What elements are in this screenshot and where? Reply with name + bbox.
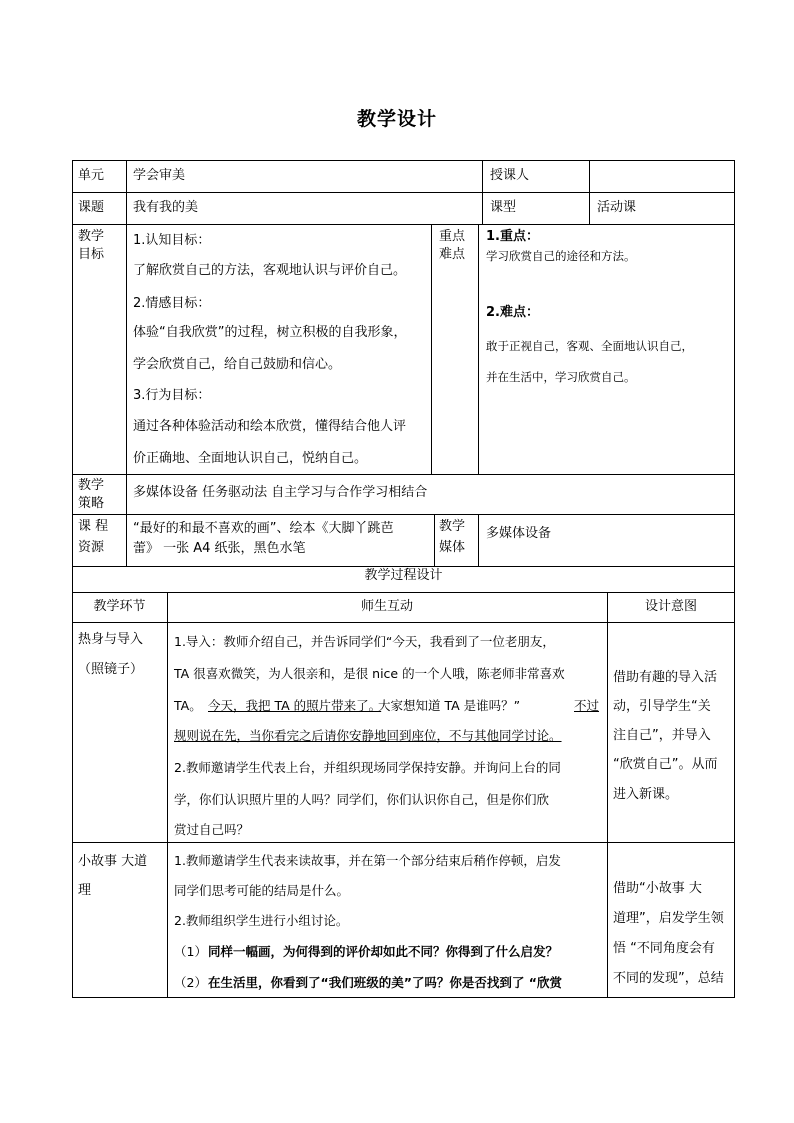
col-stage-header: 教学环节 bbox=[93, 599, 146, 614]
stage-name: 小故事 大道 bbox=[78, 854, 148, 869]
teacher-label: 授课人 bbox=[490, 168, 530, 183]
goal-line: 体验“自我欣赏”的过程，树立积极的自我形象， bbox=[133, 325, 407, 340]
interaction-line: （1） bbox=[174, 944, 207, 959]
intent-line: 借助有趣的导入活 bbox=[613, 670, 718, 685]
intent-line: 动，引导学生“关 bbox=[613, 699, 711, 714]
goal-line: 价正确地、全面地认识自己，悦纳自己。 bbox=[133, 451, 368, 466]
interaction-line: 规则说在先，当你看完之后请你安静地回到座位，不与其他同学讨论。 bbox=[174, 728, 562, 743]
goal-line: 2.情感目标： bbox=[133, 296, 211, 311]
key-point-title: 1.重点： bbox=[486, 229, 539, 244]
table-divider bbox=[72, 842, 735, 843]
table-divider bbox=[434, 514, 435, 567]
topic-value: 我有我的美 bbox=[133, 200, 199, 215]
strategy-label: 策略 bbox=[78, 496, 105, 511]
interaction-line: 赏过自己吗？ bbox=[174, 822, 250, 837]
interaction-line: 学，你们认识照片里的人吗？同学们，你们认识你自己，但是你们欣 bbox=[174, 792, 550, 807]
stage-name: （照镜子） bbox=[78, 662, 144, 677]
table-divider bbox=[478, 514, 479, 567]
stage-name: 热身与导入 bbox=[78, 632, 144, 647]
difficult-point-text: 敢于正视自己，客观、全面地认识自己， bbox=[486, 339, 693, 353]
goals-label: 教学 bbox=[78, 229, 105, 244]
table-divider bbox=[607, 592, 608, 998]
intent-line: 进入新课。 bbox=[613, 787, 679, 802]
type-label: 课型 bbox=[490, 200, 517, 215]
strategy-text: 多媒体设备 任务驱动法 自主学习与合作学习相结合 bbox=[133, 485, 428, 500]
goals-label: 目标 bbox=[78, 247, 105, 262]
resources-label: 课 程 bbox=[78, 519, 109, 534]
interaction-line: 同样一幅画，为何得到的评价却如此不同？你得到了什么启发？ bbox=[208, 944, 559, 959]
difficult-point-text: 并在生活中，学习欣赏自己。 bbox=[486, 370, 636, 384]
interaction-line: （2） bbox=[174, 975, 207, 990]
intent-line: 不同的发现”，总结 bbox=[613, 971, 724, 986]
table-divider bbox=[126, 160, 127, 567]
unit-value: 学会审美 bbox=[133, 168, 186, 183]
media-label: 媒体 bbox=[439, 540, 466, 555]
interaction-line: 2.教师邀请学生代表上台，并组织现场同学保持安静。并询问上台的同 bbox=[174, 760, 561, 775]
table-divider bbox=[72, 622, 735, 623]
interaction-line: TA 很喜欢微笑，为人很亲和，是很 nice 的一个人哦，陈老师非常喜欢 bbox=[174, 666, 565, 681]
interaction-line: 在生活里，你看到了“我们班级的美”了吗？你是否找到了 “欣赏 bbox=[208, 975, 562, 990]
interaction-line: 1.教师邀请学生代表来读故事，并在第一个部分结束后稍作停顿，启发 bbox=[174, 853, 561, 868]
intent-line: 注自己”，并导入 bbox=[613, 728, 711, 743]
interaction-line: 不过 bbox=[574, 698, 600, 713]
table-divider bbox=[72, 474, 735, 475]
interaction-line: 今天，我把 TA 的照片带来了。 bbox=[208, 698, 382, 713]
intent-line: 借助“小故事 大 bbox=[613, 881, 702, 896]
media-value: 多媒体设备 bbox=[486, 526, 552, 541]
goal-line: 了解欣赏自己的方法，客观地认识与评价自己。 bbox=[133, 263, 407, 278]
keypoints-label: 难点 bbox=[439, 247, 466, 262]
topic-label: 课题 bbox=[78, 200, 105, 215]
table-divider bbox=[72, 192, 735, 193]
process-heading: 教学过程设计 bbox=[364, 568, 443, 583]
type-value: 活动课 bbox=[597, 200, 637, 215]
table-divider bbox=[589, 160, 590, 224]
unit-label: 单元 bbox=[78, 168, 105, 183]
col-interaction-header: 师生互动 bbox=[360, 599, 413, 614]
goal-line: 通过各种体验活动和绘本欣赏，懂得结合他人评 bbox=[133, 419, 407, 434]
table-divider bbox=[72, 514, 735, 515]
interaction-line: 2.教师组织学生进行小组讨论。 bbox=[174, 913, 349, 928]
col-intent-header: 设计意图 bbox=[644, 599, 697, 614]
resources-label: 资源 bbox=[78, 540, 105, 555]
table-divider bbox=[167, 592, 168, 998]
page-title: 教学设计 bbox=[356, 108, 437, 130]
key-point-text: 学习欣赏自己的途径和方法。 bbox=[486, 249, 636, 263]
stage-name: 理 bbox=[78, 883, 92, 898]
table-divider bbox=[478, 224, 479, 474]
interaction-line: TA。 bbox=[174, 698, 202, 713]
goal-line: 1.认知目标： bbox=[133, 233, 211, 248]
process-table bbox=[72, 566, 735, 998]
keypoints-label: 重点 bbox=[439, 229, 466, 244]
intent-line: “欣赏自己”。从而 bbox=[613, 757, 718, 772]
strategy-label: 教学 bbox=[78, 478, 105, 493]
media-label: 教学 bbox=[439, 519, 466, 534]
interaction-line: 大家想知道 TA 是谁吗？” bbox=[378, 698, 521, 713]
interaction-line: 1.导入：教师介绍自己，并告诉同学们“今天，我看到了一位老朋友， bbox=[174, 634, 555, 649]
intent-line: 道理”，启发学生领 bbox=[613, 911, 724, 926]
resources-text: “最好的和最不喜欢的画”、绘本《大脚丫跳芭 bbox=[133, 521, 394, 536]
interaction-line: 同学们思考可能的结局是什么。 bbox=[174, 883, 350, 898]
goal-line: 学会欣赏自己，给自己鼓励和信心。 bbox=[133, 357, 342, 372]
resources-text: 蕾》 一张 A4 纸张，黑色水笔 bbox=[133, 541, 306, 556]
goal-line: 3.行为目标： bbox=[133, 388, 211, 403]
table-divider bbox=[72, 224, 735, 225]
table-divider bbox=[482, 160, 483, 224]
difficult-point-title: 2.难点： bbox=[486, 305, 539, 320]
table-divider bbox=[72, 592, 735, 593]
table-divider bbox=[431, 224, 432, 474]
intent-line: 悟 “不同角度会有 bbox=[613, 941, 715, 956]
